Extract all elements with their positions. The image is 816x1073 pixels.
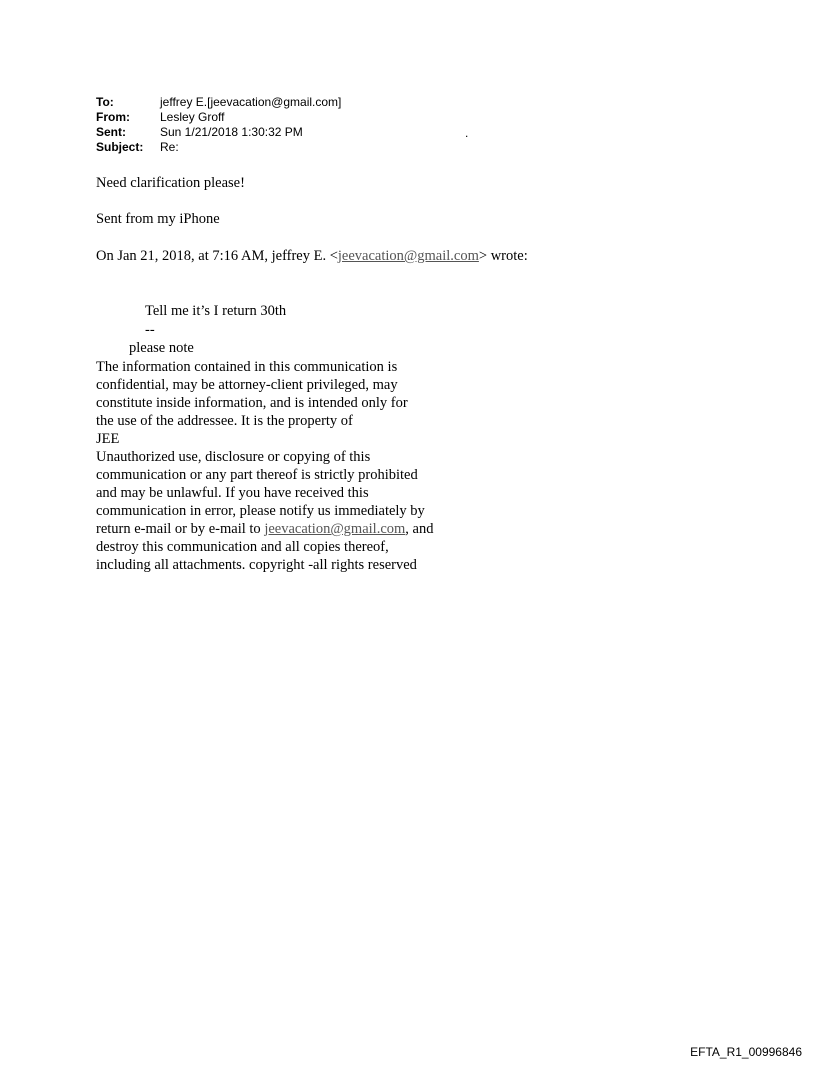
disclaimer-line: confidential, may be attorney-client privileged, may (96, 377, 398, 393)
email-header (96, 95, 341, 155)
quoted-message: Tell me it’s I return 30th (145, 303, 287, 319)
document-id: EFTA_R1_00996846 (690, 1045, 802, 1059)
reply-suffix: > wrote: (478, 248, 528, 264)
disclaimer-line: constitute inside information, and is intended only for (96, 395, 408, 411)
signature-separator: -- (145, 322, 155, 338)
to-value: jeffrey E.[jeevacation@gmail.com] (160, 95, 342, 109)
disclaimer-line: communication or any part thereof is strictly prohibited (96, 467, 418, 483)
disclaimer-email-link[interactable]: jeevacation@gmail.com (264, 521, 406, 537)
from-value: Lesley Groff (160, 110, 225, 124)
stray-mark: . (465, 126, 469, 140)
disclaimer-line: JEE (96, 431, 120, 447)
disclaimer-line: destroy this communication and all copies thereof, (96, 539, 389, 555)
body-line-clarification: Need clarification please! (96, 175, 245, 191)
reply-prefix: On Jan 21, 2018, at 7:16 AM, jeffrey E. < (96, 248, 338, 264)
reply-attribution (96, 248, 528, 265)
disclaimer-line: and may be unlawful. If you have received this (96, 485, 369, 501)
disclaimer-line-with-email (96, 520, 433, 538)
to-label: To: (96, 95, 114, 109)
disclaimer-line: The information contained in this communication is (96, 359, 398, 375)
body-line-sent-from: Sent from my iPhone (96, 211, 220, 227)
disclaimer-line: Unauthorized use, disclosure or copying of this (96, 449, 371, 465)
disclaimer-email-prefix: return e-mail or by e-mail to (96, 521, 265, 537)
subject-value: Re: (160, 140, 179, 154)
header-sent-row (96, 125, 341, 140)
header-to-row (96, 95, 341, 110)
disclaimer-line: including all attachments. copyright -all rights reserved (96, 557, 417, 573)
sent-label: Sent: (96, 125, 126, 139)
disclaimer-line: the use of the addressee. It is the property of (96, 413, 353, 429)
confidentiality-disclaimer (96, 358, 433, 574)
subject-label: Subject: (96, 140, 144, 154)
disclaimer-line: communication in error, please notify us immediately by (96, 503, 425, 519)
header-from-row (96, 110, 341, 125)
header-subject-row (96, 140, 341, 155)
reply-email-link[interactable]: jeevacation@gmail.com (337, 248, 479, 264)
disclaimer-email-suffix: , and (405, 521, 434, 537)
signature-heading: please note (129, 340, 194, 356)
from-label: From: (96, 110, 130, 124)
sent-value: Sun 1/21/2018 1:30:32 PM (160, 125, 303, 139)
